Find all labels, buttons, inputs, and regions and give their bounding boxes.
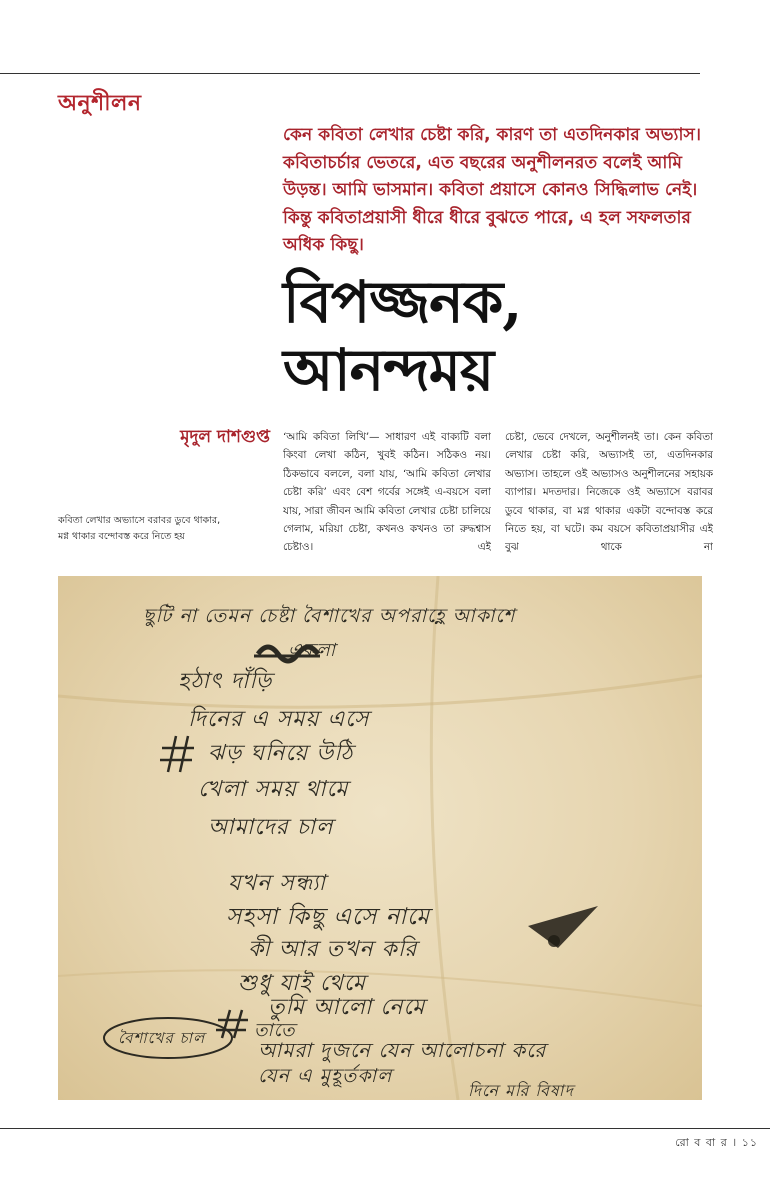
manuscript-line-3: হঠাৎ দাঁড়ি [178, 669, 273, 694]
manuscript-line-15: যেন এ মুহূর্তকাল [258, 1065, 393, 1087]
image-caption: কবিতা লেখার অভ্যাসে বরাবর ডুবে থাকার, মগ্ন থাকার বন্দোবস্ত করে নিতে হয় [58, 515, 221, 542]
manuscript-circled-note: বৈশাখের চাল [118, 1029, 206, 1047]
body-column-1: ‘আমি কবিতা লিখি’— সাধারণ এই বাক্যটি বলা কিংবা লেখা কঠিন, খুবই কঠিন। সঠিকও নয়। ঠিকভাবে বললে, বলা যায়, ‘আমি কবিতা লেখার চেষ্টা করি’ এবং বেশ গর্বের সঙ্গেই এ-বয়সে বলা যায়, সারা জীবন আমি কবিতা লেখার চেষ্টা চালিয়ে গেলাম, মরিয়া চেষ্টা, কখনও কখনও তা রুদ্ধশ্বাস চেষ্টাও। এই [283, 431, 491, 554]
manuscript-line-11: শুধু যাই থেমে [238, 971, 366, 996]
page-folio: রো ব বা র । ১১ [675, 1136, 758, 1149]
manuscript-line-6: খেলা সময় থামে [198, 777, 349, 802]
manuscript-line-4: দিনের এ সময় এসে [188, 707, 370, 732]
manuscript-line-1: ছুটি না তেমন চেষ্টা বৈশাখের অপরাহ্ণে আকাশে [143, 605, 516, 627]
headline [283, 268, 723, 404]
manuscript-line-10: কী আর তখন করি [248, 937, 418, 962]
manuscript-line-9: সহসা কিছু এসে নামে [226, 904, 431, 930]
handwritten-manuscript-image [58, 576, 702, 1100]
top-rule [0, 73, 700, 74]
headline-line-2: আনন্দময় [283, 336, 494, 404]
manuscript-line-2: একলা [288, 640, 336, 661]
manuscript-line-5: ঝড় ঘনিয়ে উঠি [208, 741, 354, 766]
manuscript-line-8: যখন সন্ধ্যা [228, 871, 326, 896]
bottom-rule [0, 1128, 770, 1129]
intro-paragraph: কেন কবিতা লেখার চেষ্টা করি, কারণ তা এতদিনকার অভ্যাস। কবিতাচর্চার ভেতরে, এত বছরের অনুশীলনরত বলেই আমি উড়ন্ত। আমি ভাসমান। কবিতা প্রয়াসে কোনও সিদ্ধিলাভ নেই। কিন্তু কবিতাপ্রয়াসী ধীরে ধীরে বুঝতে পারে, এ হল সফলতার অধিক কিছু। [283, 125, 702, 256]
manuscript-line-16: দিনে মরি বিষাদ [468, 1081, 574, 1100]
body-column-2: চেষ্টা, ভেবে দেখলে, অনুশীলনই তা। কেন কবিতা লেখার চেষ্টা করি, অভ্যাসই তা, এতদিনকার অভ্যাস। তাহলে ওই অভ্যাসও অনুশীলনের সহায়ক ব্যাপার। মদতদার। নিজেকে ওই অভ্যাসে বরাবর ডুবে থাকার, বা মগ্ন থাকার একটা বন্দোবস্ত করে নিতে হয়, বা ঘটে। কম বয়সে কবিতাপ্রয়াসীর এই বুঝ থাকে না [505, 431, 713, 554]
manuscript-line-13: তাতে [254, 1020, 296, 1041]
headline-line-1: বিপজ্জনক, [283, 268, 522, 336]
manuscript-line-7: আমাদের চাল [208, 815, 334, 840]
manuscript-line-14: আমরা দুজনে যেন আলোচনা করে [258, 1038, 547, 1062]
section-label: অনুশীলন [58, 91, 142, 116]
author-byline: মৃদুল দাশগুপ্ত [180, 427, 270, 447]
manuscript-line-12: তুমি আলো নেমে [268, 995, 426, 1020]
